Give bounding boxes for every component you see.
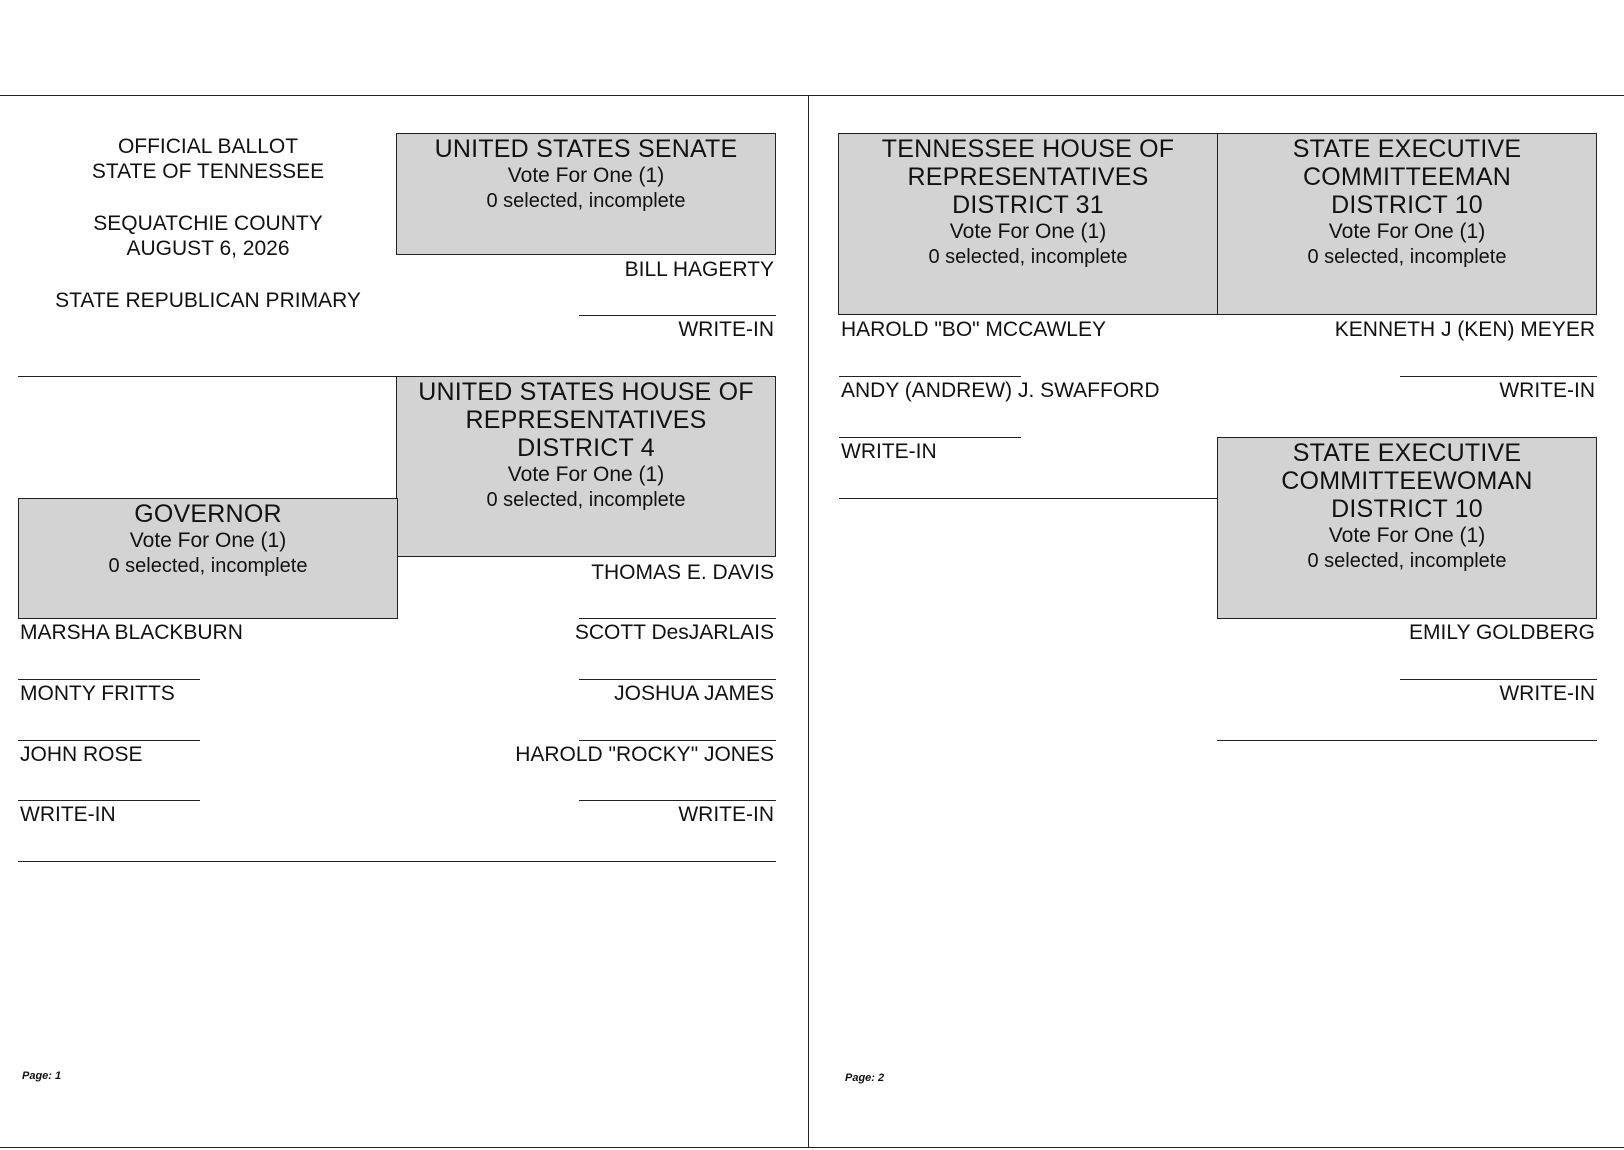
tn-house-write-in[interactable]: WRITE-IN xyxy=(841,440,937,463)
candidate-kenneth-meyer[interactable]: KENNETH J (KEN) MEYER xyxy=(1334,318,1595,341)
contest-title: STATE EXECUTIVE xyxy=(1292,439,1522,467)
vote-for-label: Vote For One (1) xyxy=(507,164,665,187)
header-bottom-rule xyxy=(18,376,398,377)
candidate-bill-hagerty[interactable]: BILL HAGERTY xyxy=(624,258,774,281)
contest-header-tn-house xyxy=(838,133,1218,315)
candidate-john-rose[interactable]: JOHN ROSE xyxy=(20,743,143,766)
us-house-write-in[interactable]: WRITE-IN xyxy=(678,803,774,826)
contest-title: UNITED STATES HOUSE OF xyxy=(418,378,754,406)
candidate-emily-goldberg[interactable]: EMILY GOLDBERG xyxy=(1409,621,1595,644)
committeewoman-write-in[interactable]: WRITE-IN xyxy=(1499,682,1595,705)
section-bottom-rule xyxy=(18,861,776,862)
candidate-thomas-davis[interactable]: THOMAS E. DAVIS xyxy=(591,561,774,584)
selection-status: 0 selected, incomplete xyxy=(486,190,686,212)
candidate-separator xyxy=(579,618,776,619)
candidate-separator xyxy=(579,315,776,316)
selection-status: 0 selected, incomplete xyxy=(1307,246,1507,268)
candidate-separator xyxy=(579,679,776,680)
header-county: SEQUATCHIE COUNTY xyxy=(93,212,323,235)
candidate-harold-rocky-jones[interactable]: HAROLD "ROCKY" JONES xyxy=(515,743,774,766)
candidate-separator xyxy=(579,740,776,741)
vote-for-label: Vote For One (1) xyxy=(1328,220,1486,243)
candidate-separator xyxy=(579,800,776,801)
contest-header-committeeman xyxy=(1217,133,1597,315)
candidate-monty-fritts[interactable]: MONTY FRITTS xyxy=(20,682,175,705)
contest-header-committeewoman xyxy=(1217,437,1597,619)
contest-title: UNITED STATES SENATE xyxy=(434,135,738,163)
candidate-andy-swafford[interactable]: ANDY (ANDREW) J. SWAFFORD xyxy=(841,379,1160,402)
vote-for-label: Vote For One (1) xyxy=(129,529,287,552)
contest-title: DISTRICT 10 xyxy=(1331,495,1483,523)
contest-bottom-rule xyxy=(1217,740,1597,741)
selection-status: 0 selected, incomplete xyxy=(928,246,1128,268)
vote-for-label: Vote For One (1) xyxy=(1328,524,1486,547)
contest-title: DISTRICT 31 xyxy=(952,191,1104,219)
contest-header-us-house xyxy=(396,376,776,557)
page-bottom-border xyxy=(0,1147,1624,1148)
page-number: Page: 1 xyxy=(22,1070,62,1082)
governor-write-in[interactable]: WRITE-IN xyxy=(20,803,116,826)
contest-title: GOVERNOR xyxy=(134,500,282,528)
candidate-marsha-blackburn[interactable]: MARSHA BLACKBURN xyxy=(20,621,243,644)
contest-header-governor xyxy=(18,498,398,619)
contest-title: COMMITTEEWOMAN xyxy=(1281,467,1533,495)
page-top-border xyxy=(0,95,1624,96)
header-state: STATE OF TENNESSEE xyxy=(91,160,325,183)
candidate-separator xyxy=(839,376,1021,377)
vote-for-label: Vote For One (1) xyxy=(507,463,665,486)
senate-write-in[interactable]: WRITE-IN xyxy=(678,318,774,341)
header-election: STATE REPUBLICAN PRIMARY xyxy=(55,289,361,312)
contest-title: COMMITTEEMAN xyxy=(1303,163,1511,191)
contest-title: REPRESENTATIVES xyxy=(907,163,1149,191)
candidate-separator xyxy=(18,800,200,801)
contest-title: DISTRICT 10 xyxy=(1331,191,1483,219)
contest-title: DISTRICT 4 xyxy=(517,434,655,462)
contest-header-us-senate xyxy=(396,133,776,255)
selection-status: 0 selected, incomplete xyxy=(108,555,308,577)
candidate-separator xyxy=(1400,679,1597,680)
contest-title: REPRESENTATIVES xyxy=(465,406,707,434)
candidate-separator xyxy=(839,437,1021,438)
header-official-ballot: OFFICIAL BALLOT xyxy=(117,135,299,158)
candidate-separator xyxy=(1400,376,1597,377)
candidate-separator xyxy=(18,679,200,680)
page-number: Page: 2 xyxy=(845,1072,885,1084)
committeeman-write-in[interactable]: WRITE-IN xyxy=(1499,379,1595,402)
candidate-joshua-james[interactable]: JOSHUA JAMES xyxy=(614,682,774,705)
vote-for-label: Vote For One (1) xyxy=(949,220,1107,243)
page-divider xyxy=(808,95,809,1148)
contest-title: TENNESSEE HOUSE OF xyxy=(881,135,1175,163)
header-date: AUGUST 6, 2026 xyxy=(126,237,290,260)
candidate-separator xyxy=(18,740,200,741)
contest-title: STATE EXECUTIVE xyxy=(1292,135,1522,163)
contest-bottom-rule xyxy=(839,498,1219,499)
selection-status: 0 selected, incomplete xyxy=(486,489,686,511)
candidate-harold-bo-mccawley[interactable]: HAROLD "BO" MCCAWLEY xyxy=(841,318,1107,341)
selection-status: 0 selected, incomplete xyxy=(1307,550,1507,572)
candidate-scott-desjarlais[interactable]: SCOTT DesJARLAIS xyxy=(574,621,774,644)
